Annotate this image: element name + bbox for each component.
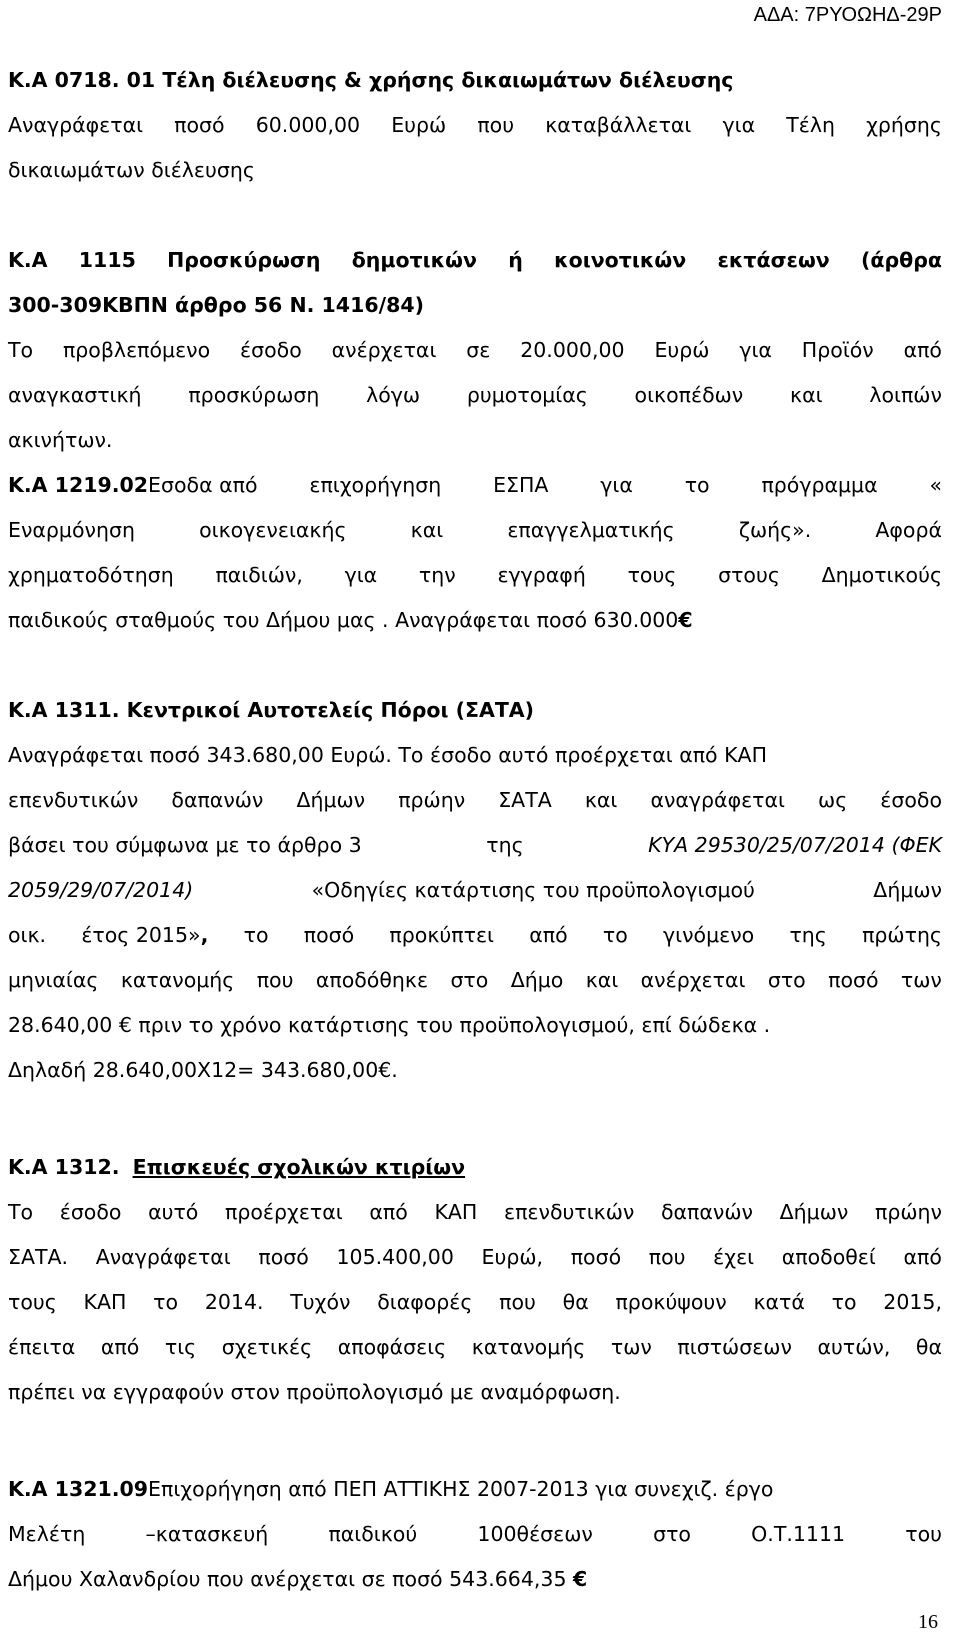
word: αποφάσεις [337,1335,447,1359]
section-1321-line-3: Δήμου Χαλανδρίου που ανέρχεται σε ποσό 543.664,35 € [8,1567,588,1591]
word: στο [767,968,806,992]
euro-symbol: € [573,1567,588,1591]
word: από [903,338,942,362]
word: που [648,1245,686,1269]
section-1311-line-1: Αναγράφεται ποσό 343.680,00 Ευρώ. Το έσοδο αυτό προέρχεται από ΚΑΠ [8,743,768,767]
word: 2015, [883,1290,942,1314]
word: Κ.Α [8,248,48,272]
word: Ευρώ [391,113,447,137]
word: ποσό [174,113,225,137]
section-1311-line-8: Δηλαδή 28.640,00Χ12= 343.680,00€. [8,1058,398,1082]
word: Ευρώ, [481,1245,544,1269]
section-1115-line-2 [8,373,942,418]
word: Προϊόν [801,338,874,362]
word: και [585,968,619,992]
word: Ο.Τ.1111 [751,1522,846,1546]
word: αυτών, [817,1335,891,1359]
word: Αναγράφεται [8,113,144,137]
section-1115-title-2: 300-309ΚΒΠΝ άρθρο 56 Ν. 1416/84) [8,293,424,317]
word: –κατασκευή [145,1522,269,1546]
section-1219-code: Κ.Α 1219.02 [8,473,149,497]
word: εκτάσεων [717,248,830,272]
word: εγγραφή [497,563,586,587]
word: ΚΑΠ [434,1200,478,1224]
section-0718-line-1 [8,103,942,148]
word: προκύψουν [615,1290,727,1314]
section-1312-line-4 [8,1325,942,1370]
word: ΣΑΤΑ [498,788,552,812]
word: 100θέσεων [477,1522,593,1546]
word: ως [818,788,848,812]
word: οικογενειακής [199,518,347,542]
word: Αφορά [875,518,942,542]
word: έσοδο [880,788,942,812]
word: 60.000,00 [255,113,361,137]
word: ποσό [828,968,879,992]
word: καταβάλλεται [545,113,692,137]
word: των [900,968,942,992]
section-1115-title-1 [8,238,942,283]
euro-symbol: € [678,608,693,632]
word: αποδοθεί [781,1245,876,1269]
word: δημοτικών [351,248,477,272]
word: αποδόθηκε [315,968,429,992]
word: αυτό [148,1200,199,1224]
word: κατά [753,1290,805,1314]
section-1312-line-3 [8,1280,942,1325]
word: έχει [713,1245,755,1269]
section-1321-line-2 [8,1512,942,1557]
word: πρώην [398,788,466,812]
word: τις [164,1335,197,1359]
word: σε [466,338,491,362]
word: των [610,1335,652,1359]
word: τους [8,1290,57,1314]
word: Τέλη [786,113,835,137]
word: στο [653,1522,691,1546]
section-1311-line-5: οικ. έτος 2015», το ποσό προκύπτει από το γινόμενο της πρώτης [8,923,942,947]
word: λόγω [366,383,421,407]
section-1311-line-4: 2059/29/07/2014) «Οδηγίες κατάρτισης του προϋπολογισμού Δήμων [8,878,942,902]
section-1321-code: Κ.Α 1321.09 [8,1477,149,1501]
word: μηνιαίας [8,968,99,992]
word: και [410,518,444,542]
word: στους [718,563,780,587]
section-1311-line-3: βάσει του σύμφωνα με το άρθρο 3 της ΚΥΑ 29530/25/07/2014 (ΦΕΚ [8,833,942,857]
word: κοινοτικών [554,248,687,272]
word: επαγγελματικής [507,518,675,542]
word: πρώην [874,1200,942,1224]
word: παιδιών, [215,563,303,587]
word: Το [8,338,34,362]
document-body [8,58,942,1602]
word: δαπανών [661,1200,753,1224]
word: προβλεπόμενο [62,338,211,362]
section-1115-line-1 [8,328,942,373]
word: προσκύρωση [188,383,320,407]
word: Το [8,1200,34,1224]
word: κατανομής [471,1335,586,1359]
section-0718-line-2: δικαιωμάτων διέλευσης [8,158,255,182]
word: Δήμων [296,788,366,812]
word: κατανομής [120,968,235,992]
section-1219-line-3 [8,553,942,598]
word: του [905,1522,942,1546]
word: 2014. [204,1290,264,1314]
word: επενδυτικών [8,788,139,812]
word: από [369,1200,408,1224]
section-1312-line-1 [8,1190,942,1235]
word: στο [450,968,489,992]
word: ποσό [258,1245,309,1269]
word: παιδικού [328,1522,418,1546]
word: από [903,1245,942,1269]
word: έσοδο [59,1200,122,1224]
section-1115-line-3: ακινήτων. [8,428,113,452]
section-1311-line-7: 28.640,00 € πριν το χρόνο κατάρτισης του προϋπολογισμού, επί δώδεκα . [8,1013,771,1037]
word: ρυμοτομίας [466,383,588,407]
word: για [344,563,378,587]
word: ανέρχεται [331,338,437,362]
word: ΣΑΤΑ. [8,1245,69,1269]
word: χρήσης [866,113,942,137]
word: ΚΑΠ [83,1290,127,1314]
word: λοιπών [869,383,942,407]
word: διαφορές [377,1290,473,1314]
word: προέρχεται [225,1200,343,1224]
word: Προσκύρωση [167,248,321,272]
word: οικοπέδων [634,383,744,407]
section-1311-line-2 [8,778,942,823]
word: έπειτα [8,1335,76,1359]
word: Δήμο [510,968,564,992]
word: για [739,338,772,362]
word: Δημοτικούς [821,563,942,587]
word: θα [562,1290,589,1314]
word: επενδυτικών [504,1200,635,1224]
word: δαπανών [171,788,264,812]
word: (άρθρα [861,248,942,272]
word: τους [627,563,677,587]
word: ανέρχεται [640,968,746,992]
word: ζωής». [738,518,812,542]
section-1219-line-4: παιδικούς σταθμούς του Δήμου μας . Αναγράφεται ποσό 630.000€ [8,608,693,632]
word: θα [915,1335,942,1359]
word: που [256,968,294,992]
word: και [584,788,618,812]
word: ή [508,248,523,272]
section-1312-line-5: πρέπει να εγγραφούν στον προϋπολογισμό με αναμόρφωση. [8,1380,621,1404]
section-1312-title: Κ.Α 1312. Επισκευές σχολικών κτιρίων [8,1155,466,1179]
word: που [477,113,515,137]
page-number: 16 [918,1611,938,1633]
word: χρηματοδότηση [8,563,174,587]
word: σχετικές [221,1335,313,1359]
word: ποσό [570,1245,622,1269]
word: Ευρώ [654,338,710,362]
word: και [790,383,823,407]
section-1219-line-2 [8,508,942,553]
word: Εναρμόνηση [8,518,135,542]
word: Δήμων [779,1200,849,1224]
ada-code: ΑΔΑ: 7ΡΥΟΩΗΔ-29Ρ [753,4,942,26]
section-1219-line-1: Κ.Α 1219.02Εσοδα από επιχορήγηση ΕΣΠΑ για το πρόγραμμα « [8,473,942,497]
word: το [153,1290,179,1314]
word: έσοδο [240,338,302,362]
word: αναγκαστική [8,383,142,407]
word: 20.000,00 [520,338,625,362]
section-0718-title: Κ.Α 0718. 01 Τέλη διέλευσης & χρήσης δικαιωμάτων διέλευσης [8,68,734,92]
word: που [499,1290,536,1314]
word: την [418,563,456,587]
word: Τυχόν [290,1290,351,1314]
word: Μελέτη [8,1522,86,1546]
word: 1115 [78,248,136,272]
word: 105.400,00 [336,1245,454,1269]
section-1312-line-2 [8,1235,942,1280]
word: αναγράφεται [650,788,785,812]
word: για [722,113,756,137]
section-1321-line-1: Κ.Α 1321.09Επιχορήγηση από ΠΕΠ ΑΤΤΙΚΗΣ 2007-2013 για συνεχιζ. έργο [8,1477,774,1501]
section-1311-line-6 [8,958,942,1003]
word: Αναγράφεται [95,1245,231,1269]
word: πιστώσεων [677,1335,792,1359]
word: το [831,1290,857,1314]
section-1311-title: Κ.Α 1311. Κεντρικοί Αυτοτελείς Πόροι (ΣΑΤΑ) [8,698,535,722]
word: από [100,1335,140,1359]
